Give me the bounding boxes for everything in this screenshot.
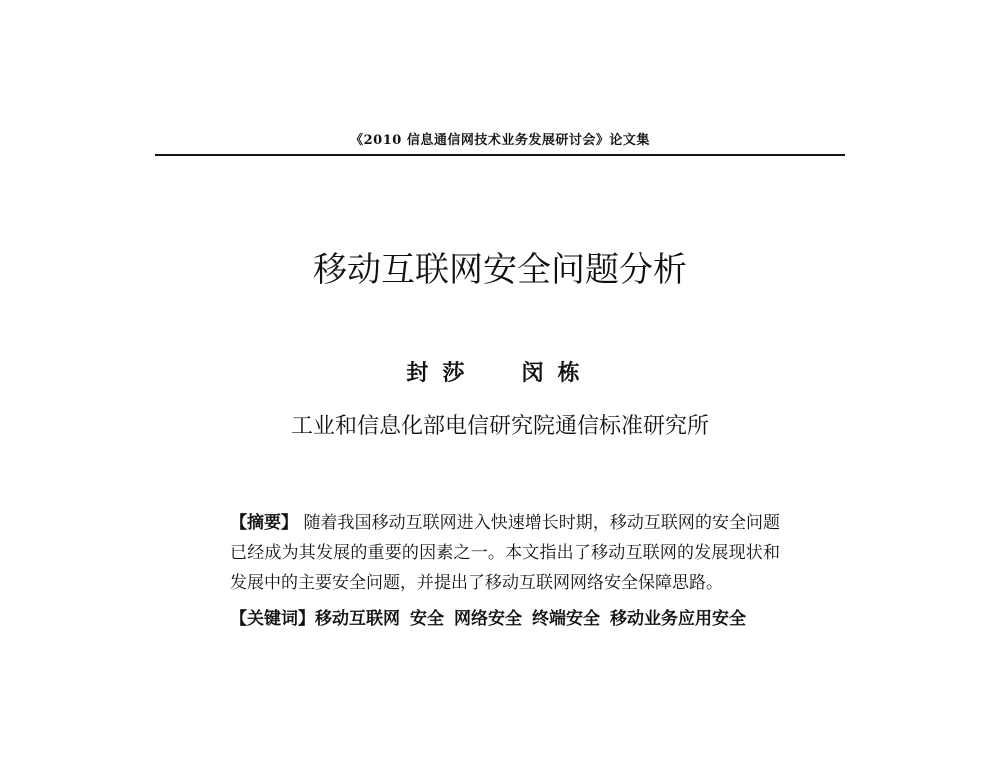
author-1: 封莎 [406, 360, 479, 386]
keyword-item: 终端安全 [532, 609, 600, 629]
keyword-item: 网络安全 [454, 609, 522, 629]
keyword-item: 安全 [410, 609, 444, 629]
header-rule [155, 154, 845, 156]
abstract-label: 【摘要】 [230, 513, 299, 533]
abstract-section [230, 508, 780, 634]
abstract-paragraph [230, 508, 780, 598]
running-header: 《2010 信息通信网技术业务发展研讨会》论文集 [350, 133, 650, 148]
abstract-text: 随着我国移动互联网进入快速增长时期，移动互联网的安全问题已经成为其发展的重要的因素之一。本文指出了移动互联网的发展现状和发展中的主要安全问题，并提出了移动互联网网络安全保障思路。 [230, 513, 781, 593]
keywords-label: 【关键词】 [230, 609, 315, 629]
affiliation: 工业和信息化部电信研究院通信标准研究所 [290, 414, 709, 439]
keywords-paragraph [230, 604, 780, 634]
keyword-item: 移动互联网 [315, 609, 400, 629]
author-2: 闵栋 [521, 360, 594, 386]
keyword-item: 移动业务应用安全 [610, 609, 746, 629]
paper-title: 移动互联网安全问题分析 [313, 250, 687, 290]
author-line [0, 359, 1000, 387]
